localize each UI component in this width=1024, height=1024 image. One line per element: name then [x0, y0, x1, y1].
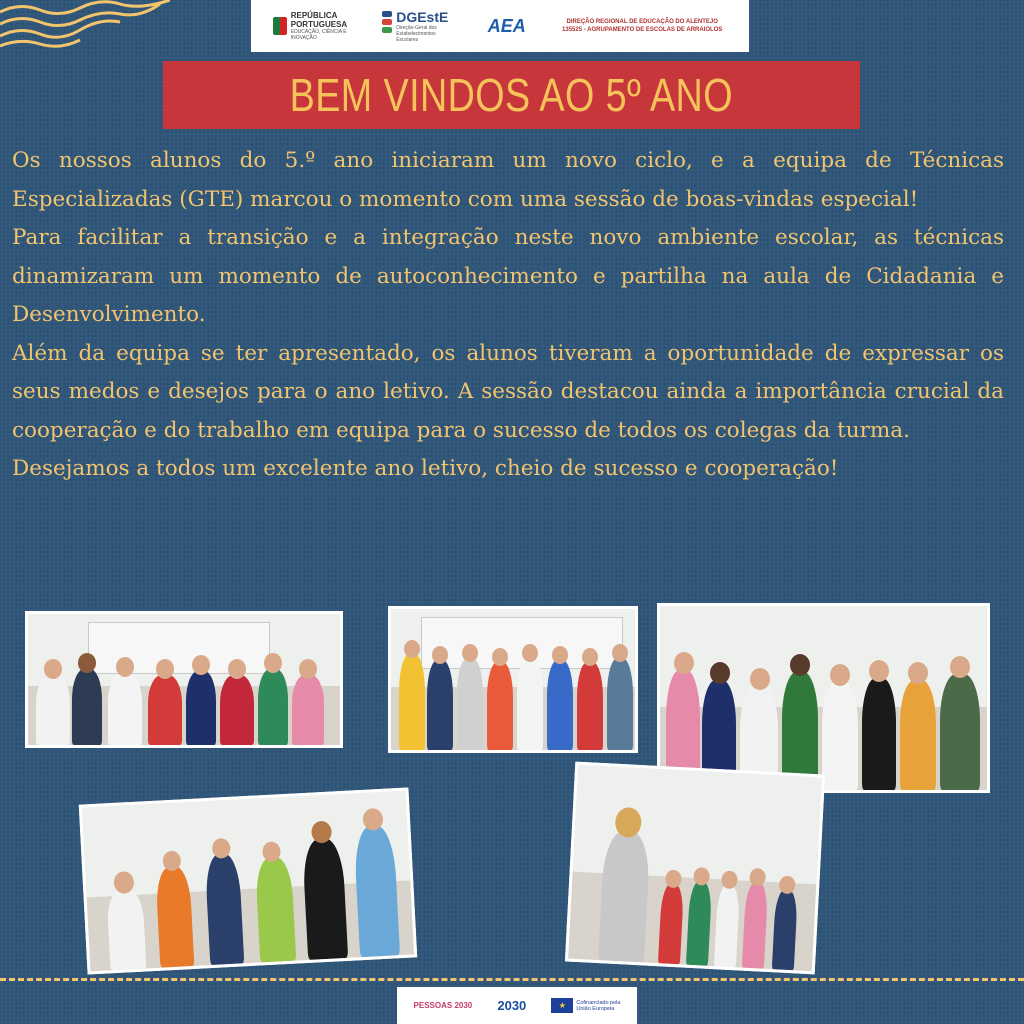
aea-name: AEA — [487, 15, 526, 36]
republica-line2: PORTUGUESA — [290, 20, 348, 29]
header-logo-bar — [251, 0, 749, 52]
class-photo-2 — [388, 606, 638, 753]
dre-alentejo-logo — [557, 18, 727, 34]
portugal-2030-logo: 2030 — [497, 998, 527, 1013]
article-body — [12, 142, 1004, 489]
decorative-waves — [0, 0, 170, 50]
republica-portuguesa-logo — [273, 11, 351, 41]
dgeste-sub: Direção-Geral dos Estabelecimentos Escolares — [396, 25, 437, 43]
pessoas-2030-logo: PESSOAS 2030 — [413, 1001, 473, 1010]
dre-line2: 135525 - AGRUPAMENTO DE ESCOLAS DE ARRAIOLOS — [562, 27, 723, 33]
eu-line1: Cofinanciado pela — [576, 999, 621, 1006]
portugal-emblem-icon — [273, 17, 287, 35]
paragraph-1: Os nossos alunos do 5.º ano iniciaram um novo ciclo, e a equipa de Técnicas Especializadas (GTE) marcou o momento com uma sessão de boas-vindas especial! — [12, 148, 1004, 212]
eu-flag-icon: ★ — [551, 998, 573, 1013]
eu-cofinanced-logo — [551, 998, 620, 1013]
eu-line2: União Europeia — [576, 1005, 615, 1012]
page-title: BEM VINDOS AO 5º ANO — [289, 69, 734, 121]
paragraph-3: Além da equipa se ter apresentado, os alunos tiveram a oportunidade de expressar os seus medos e desejos para o ano letivo. A sessão destacou ainda a importância crucial da cooperação e do trabalho em equipa para o sucesso de todos os colegas da turma. — [12, 340, 1004, 443]
title-banner — [163, 61, 860, 129]
footer-logo-bar — [397, 987, 637, 1024]
footer-divider — [0, 978, 1024, 981]
dgeste-mark-icon — [382, 11, 392, 41]
republica-sub: EDUCAÇÃO, CIÊNCIA E INOVAÇÃO — [290, 29, 347, 41]
class-photo-4 — [79, 787, 417, 974]
paragraph-2: Para facilitar a transição e a integração neste novo ambiente escolar, as técnicas dinamizaram um momento de autoconhecimento e partilha na aula de Cidadania e Desenvolvimento. — [12, 225, 1004, 327]
dgeste-logo — [382, 9, 456, 43]
aea-logo — [488, 16, 526, 37]
class-photo-1 — [25, 611, 343, 748]
dgeste-name: DGEstE — [396, 9, 449, 25]
republica-line1: REPÚBLICA — [290, 11, 338, 20]
class-photo-3 — [657, 603, 990, 793]
paragraph-4: Desejamos a todos um excelente ano letivo, cheio de sucesso e cooperação! — [12, 456, 839, 481]
class-photo-5 — [565, 762, 825, 975]
dre-line1: DIREÇÃO REGIONAL DE EDUCAÇÃO DO ALENTEJO — [566, 19, 718, 25]
